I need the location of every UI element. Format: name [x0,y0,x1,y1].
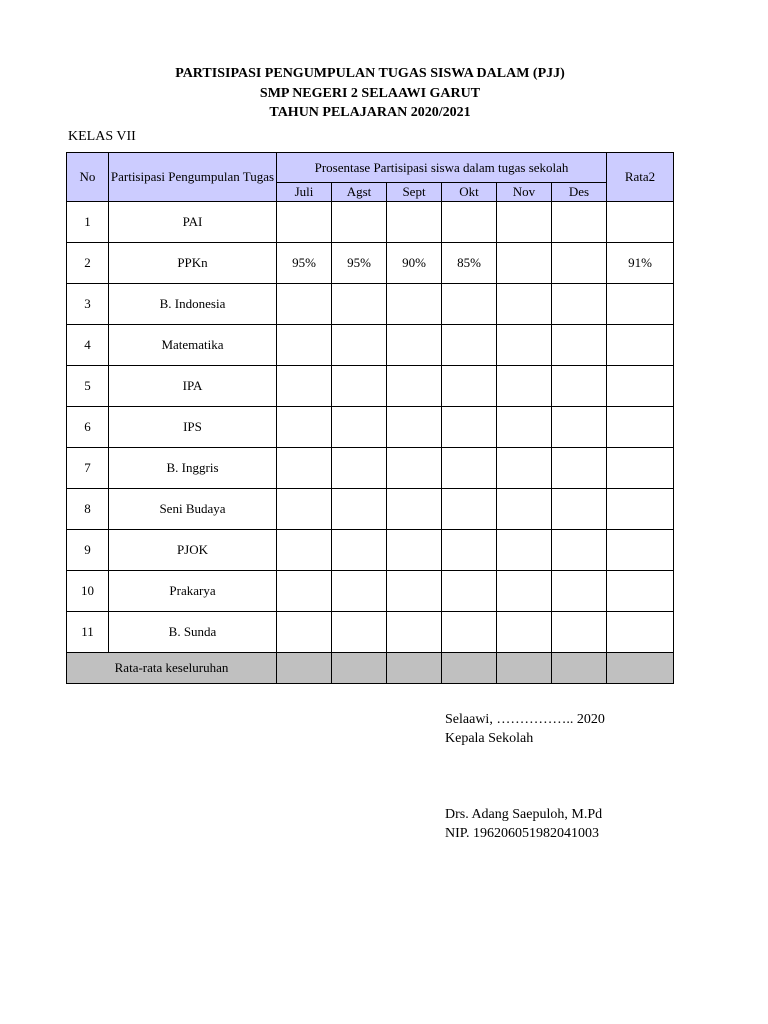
row-month-value: 90% [387,243,442,284]
row-month-value [442,571,497,612]
row-month-value [387,530,442,571]
table-row [67,202,674,243]
row-month-value [277,366,332,407]
table-row [67,407,674,448]
row-month-value [552,530,607,571]
header-month: Sept [387,183,442,202]
row-month-value [552,325,607,366]
header-month: Juli [277,183,332,202]
row-month-value [387,489,442,530]
row-average [607,407,674,448]
row-month-value [552,284,607,325]
row-average [607,571,674,612]
table-row [67,571,674,612]
row-month-value [442,407,497,448]
row-month-value [552,571,607,612]
overall-average-cell [442,653,497,684]
row-month-value [332,448,387,489]
overall-average-cell [607,653,674,684]
table-row [67,325,674,366]
row-month-value [387,612,442,653]
row-average [607,325,674,366]
row-month-value [387,366,442,407]
row-month-value [277,448,332,489]
row-month-value [332,284,387,325]
overall-average-cell [387,653,442,684]
row-month-value [552,243,607,284]
table-row [67,612,674,653]
row-month-value [332,407,387,448]
row-subject: Seni Budaya [109,489,277,530]
row-number: 1 [67,202,109,243]
row-month-value [277,284,332,325]
header-percentage: Prosentase Partisipasi siswa dalam tugas sekolah [277,153,607,183]
participation-table [66,152,674,684]
row-month-value [442,325,497,366]
row-month-value: 95% [277,243,332,284]
row-month-value [332,325,387,366]
row-average [607,489,674,530]
header-no: No [67,153,109,202]
row-average [607,284,674,325]
header-average: Rata2 [607,153,674,202]
table-row [67,366,674,407]
overall-average-cell [332,653,387,684]
table-row [67,530,674,571]
row-month-value [332,530,387,571]
row-month-value [497,366,552,407]
row-month-value [387,571,442,612]
row-month-value [332,366,387,407]
row-month-value [552,489,607,530]
row-month-value [497,448,552,489]
row-subject: IPS [109,407,277,448]
row-month-value [442,530,497,571]
row-subject: Matematika [109,325,277,366]
row-month-value [442,284,497,325]
row-month-value [387,284,442,325]
row-month-value [277,571,332,612]
footer-row [67,653,674,684]
row-average: 91% [607,243,674,284]
table-row [67,448,674,489]
row-month-value [552,612,607,653]
row-month-value [497,489,552,530]
row-month-value [277,489,332,530]
row-month-value [497,530,552,571]
row-average [607,612,674,653]
title-line-2: SMP NEGERI 2 SELAAWI GARUT [259,85,481,101]
row-month-value [442,489,497,530]
row-month-value [332,612,387,653]
row-month-value [552,366,607,407]
row-month-value [497,612,552,653]
row-month-value [442,202,497,243]
title-line-1: PARTISIPASI PENGUMPULAN TUGAS SISWA DALAM (PJJ) [175,66,565,81]
row-month-value [277,202,332,243]
row-number: 11 [67,612,109,653]
table-row [67,243,674,284]
row-subject: Prakarya [109,571,277,612]
row-number: 8 [67,489,109,530]
header-month: Okt [442,183,497,202]
overall-average-cell [277,653,332,684]
row-average [607,366,674,407]
row-month-value [442,612,497,653]
row-month-value: 85% [442,243,497,284]
signature-role: Kepala Sekolah [445,731,534,746]
row-month-value [497,571,552,612]
row-number: 7 [67,448,109,489]
overall-average-cell [552,653,607,684]
title-line-3: TAHUN PELAJARAN 2020/2021 [269,105,471,120]
row-number: 2 [67,243,109,284]
row-month-value [497,243,552,284]
row-number: 6 [67,407,109,448]
class-label: KELAS VII [68,129,136,144]
row-number: 9 [67,530,109,571]
header-month: Agst [332,183,387,202]
row-month-value [277,325,332,366]
header-month: Des [552,183,607,202]
row-month-value [442,366,497,407]
row-month-value [387,202,442,243]
row-number: 3 [67,284,109,325]
row-number: 5 [67,366,109,407]
row-average [607,448,674,489]
header-month: Nov [497,183,552,202]
row-month-value [497,284,552,325]
row-month-value [277,530,332,571]
row-number: 4 [67,325,109,366]
signature-name: Drs. Adang Saepuloh, M.Pd [445,807,603,822]
signature-nip: NIP. 196206051982041003 [445,826,600,841]
row-month-value [332,489,387,530]
row-month-value [332,202,387,243]
overall-average-cell [497,653,552,684]
signature-place-date: Selaawi, …………….. 2020 [445,712,605,727]
document-title [0,64,740,123]
row-month-value: 95% [332,243,387,284]
row-subject: PJOK [109,530,277,571]
row-month-value [497,407,552,448]
row-subject: B. Inggris [109,448,277,489]
row-month-value [497,202,552,243]
row-average [607,202,674,243]
overall-average-label: Rata-rata keseluruhan [67,653,277,684]
table-row [67,284,674,325]
header-participation: Partisipasi Pengumpulan Tugas [109,153,277,202]
row-month-value [277,407,332,448]
row-month-value [277,612,332,653]
row-subject: IPA [109,366,277,407]
row-month-value [387,407,442,448]
row-subject: PAI [109,202,277,243]
table-row [67,489,674,530]
row-month-value [387,325,442,366]
row-month-value [387,448,442,489]
row-average [607,530,674,571]
row-subject: PPKn [109,243,277,284]
row-subject: B. Sunda [109,612,277,653]
row-subject: B. Indonesia [109,284,277,325]
row-number: 10 [67,571,109,612]
row-month-value [442,448,497,489]
row-month-value [552,448,607,489]
row-month-value [497,325,552,366]
row-month-value [552,407,607,448]
row-month-value [552,202,607,243]
row-month-value [332,571,387,612]
